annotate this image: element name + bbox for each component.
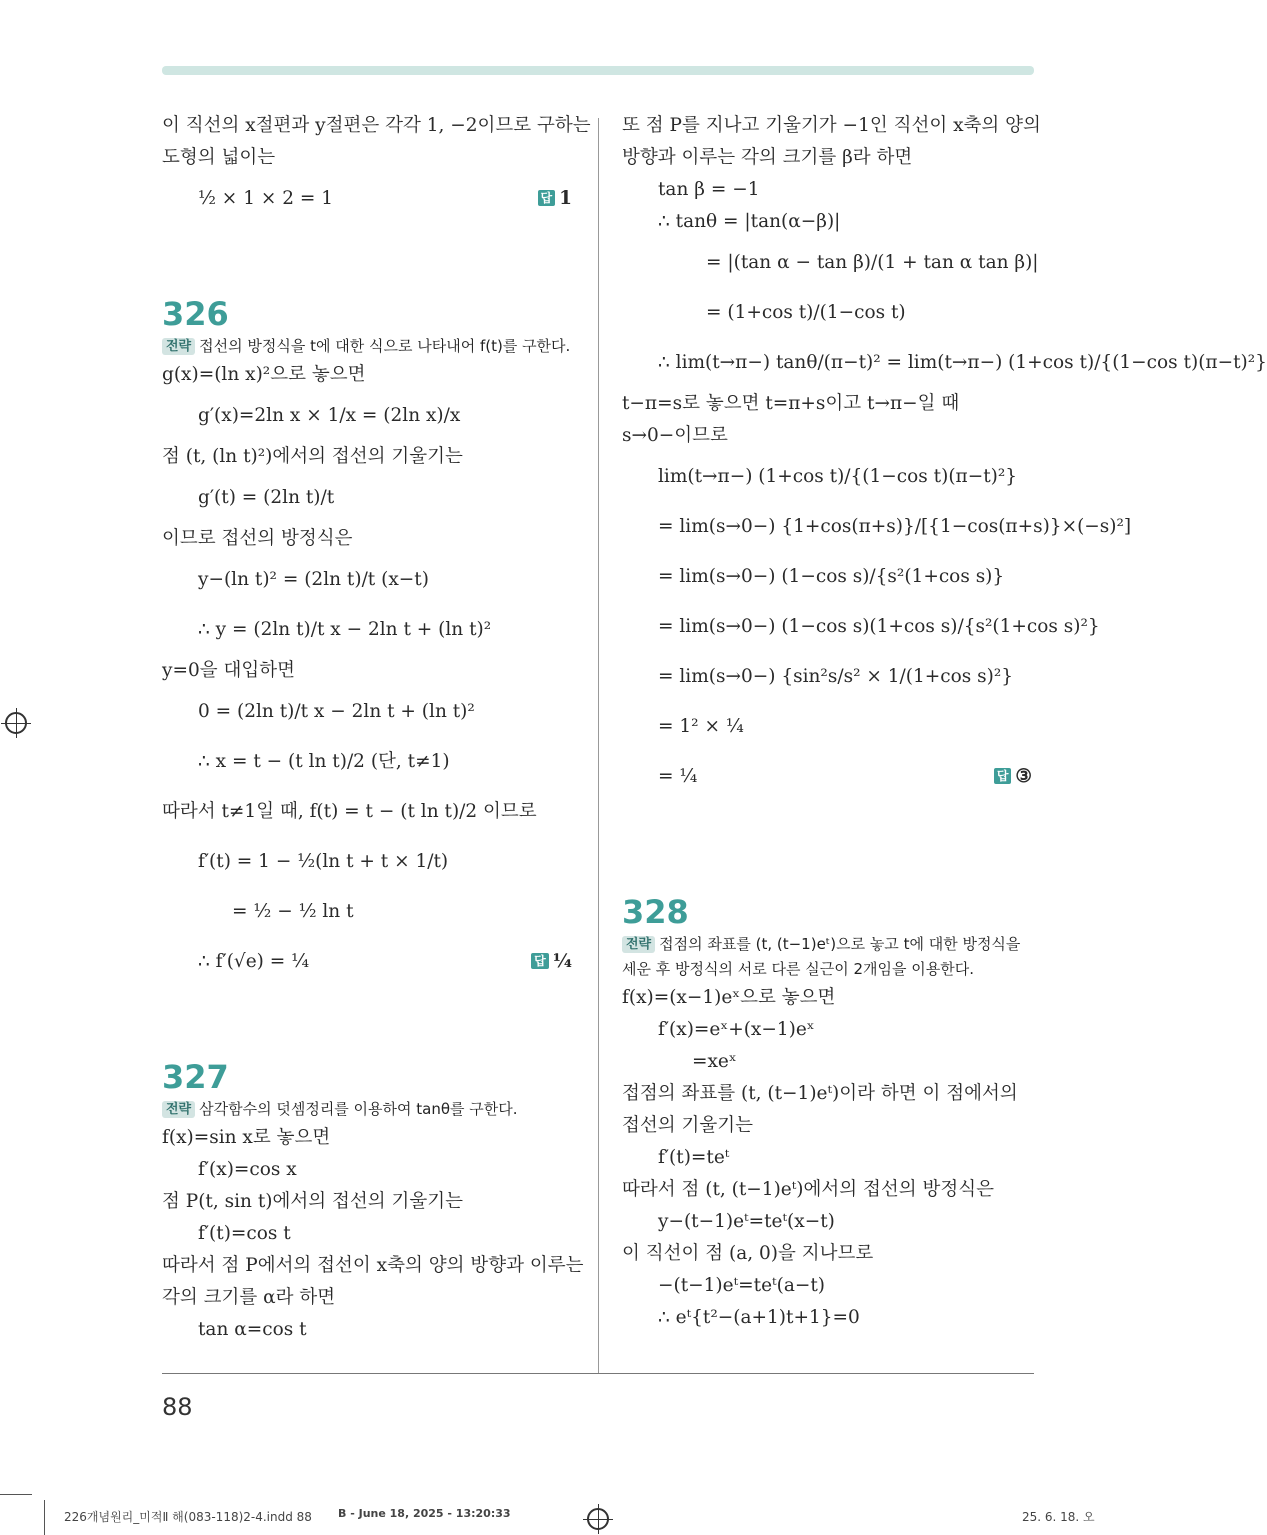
- text-line: 방향과 이루는 각의 크기를 β라 하면: [622, 147, 913, 168]
- solution-327: [162, 1122, 586, 1346]
- strategy-326: 전략 접선의 방정식을 t에 대한 식으로 나타내어 f(t)를 구한다.: [162, 334, 586, 359]
- text-line: y−(t−1)eᵗ=teᵗ(x−t): [658, 1211, 835, 1232]
- right-column: [622, 110, 1267, 1334]
- text-line: f′(t)=cos t: [198, 1223, 291, 1244]
- area-equation: ½ × 1 × 2 = 1 답 1: [162, 174, 586, 224]
- problem-number-326: 326: [162, 295, 229, 333]
- bottom-rule: [162, 1373, 1034, 1374]
- solution-327-continued: [622, 110, 1267, 802]
- equation-line: = lim(s→0−) (1−cos s)(1+cos s)/{s²(1+cos s)²}: [658, 616, 1100, 637]
- column-divider: [598, 118, 599, 1373]
- text-line: 각의 크기를 α라 하면: [162, 1287, 336, 1308]
- registration-mark-icon: [5, 712, 27, 734]
- strategy-tag: 전략: [162, 1101, 195, 1118]
- text-line: f(x)=(x−1)eˣ으로 놓으면: [622, 987, 836, 1008]
- strategy-tag: 전략: [622, 936, 655, 953]
- answer-mark: 답 ¼: [531, 937, 572, 987]
- text-line: t−π=s로 놓으면 t=π+s이고 t→π−일 때: [622, 393, 960, 414]
- footer-date: 25. 6. 18. 오: [1022, 1510, 1095, 1524]
- intro-line-1: 이 직선의 x절편과 y절편은 각각 1, −2이므로 구하는: [162, 115, 591, 136]
- text-line: 이므로 접선의 방정식은: [162, 528, 353, 549]
- solution-328: [622, 982, 1046, 1334]
- text-line: ∴ eᵗ{t²−(a+1)t+1}=0: [658, 1307, 860, 1328]
- equation-line: ∴ f′(√e) = ¼ 답 ¼: [162, 937, 586, 987]
- equation-line: ∴ x = t − (t ln t)/2 (단, t≠1): [198, 751, 450, 772]
- text-line: tan α=cos t: [198, 1319, 307, 1340]
- equation-line: = lim(s→0−) {sin²s/s² × 1/(1+cos s)²}: [658, 666, 1014, 687]
- page-number: 88: [162, 1393, 193, 1421]
- equation-line: ∴ y = (2ln t)/t x − 2ln t + (ln t)²: [198, 619, 492, 640]
- equation-line: = lim(s→0−) {1+cos(π+s)}/[{1−cos(π+s)}×(−s)²]: [658, 516, 1132, 537]
- solution-326: [162, 359, 586, 987]
- text-line: =xeˣ: [692, 1051, 737, 1072]
- strategy-tag: 전략: [162, 338, 195, 355]
- registration-mark-icon: [587, 1508, 609, 1530]
- text-line: f(x)=sin x로 놓으면: [162, 1127, 331, 1148]
- crop-mark: [44, 1500, 45, 1535]
- equation-line: = (1+cos t)/(1−cos t): [706, 302, 906, 323]
- text-line: 따라서 점 P에서의 접선이 x축의 양의 방향과 이루는: [162, 1255, 584, 1276]
- text-line: 접점의 좌표를 (t, (t−1)eᵗ)이라 하면 이 점에서의: [622, 1083, 1018, 1104]
- equation-line: ∴ lim(t→π−) tanθ/(π−t)² = lim(t→π−) (1+cos t)/{(1−cos t)(π−t)²}: [658, 352, 1267, 373]
- text-line: 또 점 P를 지나고 기울기가 −1인 직선이 x축의 양의: [622, 115, 1041, 136]
- text-line: 따라서 점 (t, (t−1)eᵗ)에서의 접선의 방정식은: [622, 1179, 994, 1200]
- footer-filename: 226개념원리_미적Ⅱ 해(083-118)2-4.indd 88: [64, 1510, 312, 1524]
- equation-line: y−(ln t)² = (2ln t)/t (x−t): [198, 569, 429, 590]
- equation-line: = lim(s→0−) (1−cos s)/{s²(1+cos s)}: [658, 566, 1005, 587]
- crop-mark: [0, 1494, 32, 1495]
- text-line: 접선의 기울기는: [622, 1115, 753, 1136]
- answer-mark: 답 1: [538, 174, 572, 224]
- problem-number-327: 327: [162, 1058, 229, 1096]
- equation-line: f′(t) = 1 − ½(ln t + t × 1/t): [198, 851, 449, 872]
- text-line: tan β = −1: [658, 179, 760, 200]
- equation-line: = |(tan α − tan β)/(1 + tan α tan β)|: [706, 252, 1039, 273]
- intro-line-2: 도형의 넓이는: [162, 147, 276, 168]
- strategy-328-line-2: 세운 후 방정식의 서로 다른 실근이 2개임을 이용한다.: [622, 960, 974, 978]
- strategy-327: 전략 삼각함수의 덧셈정리를 이용하여 tanθ를 구한다.: [162, 1097, 586, 1122]
- footer-stamp: B - June 18, 2025 - 13:20:33: [338, 1507, 511, 1520]
- strategy-328-line-1: 전략 접점의 좌표를 (t, (t−1)eᵗ)으로 놓고 t에 대한 방정식을: [622, 932, 1046, 957]
- left-column: [162, 110, 591, 1346]
- problem-number-328: 328: [622, 893, 689, 931]
- text-line: 이 직선이 점 (a, 0)을 지나므로: [622, 1243, 874, 1264]
- text-line: 점 (t, (ln t)²)에서의 접선의 기울기는: [162, 446, 463, 467]
- answer-mark: 답 ③: [994, 752, 1032, 802]
- equation-line: = ½ − ½ ln t: [232, 901, 354, 922]
- equation-line: g′(x)=2ln x × 1/x = (2ln x)/x: [198, 405, 461, 426]
- equation-line: 0 = (2ln t)/t x − 2ln t + (ln t)²: [198, 701, 475, 722]
- equation-line: 따라서 t≠1일 때, f(t) = t − (t ln t)/2 이므로: [162, 801, 537, 822]
- equation-line: lim(t→π−) (1+cos t)/{(1−cos t)(π−t)²}: [658, 466, 1018, 487]
- equation-line: g′(t) = (2ln t)/t: [198, 487, 335, 508]
- text-line: −(t−1)eᵗ=teᵗ(a−t): [658, 1275, 825, 1296]
- text-line: ∴ tanθ = |tan(α−β)|: [658, 211, 841, 232]
- text-line: y=0을 대입하면: [162, 660, 295, 681]
- equation-line: = ¼ 답 ③: [622, 752, 1046, 802]
- text-line: g(x)=(ln x)²으로 놓으면: [162, 364, 366, 385]
- text-line: s→0−이므로: [622, 425, 728, 446]
- header-bar: [162, 66, 1034, 75]
- equation-line: = 1² × ¼: [658, 716, 744, 737]
- text-line: 점 P(t, sin t)에서의 접선의 기울기는: [162, 1191, 463, 1212]
- text-line: f′(t)=teᵗ: [658, 1147, 730, 1168]
- text-line: f′(x)=eˣ+(x−1)eˣ: [658, 1019, 815, 1040]
- text-line: f′(x)=cos x: [198, 1159, 297, 1180]
